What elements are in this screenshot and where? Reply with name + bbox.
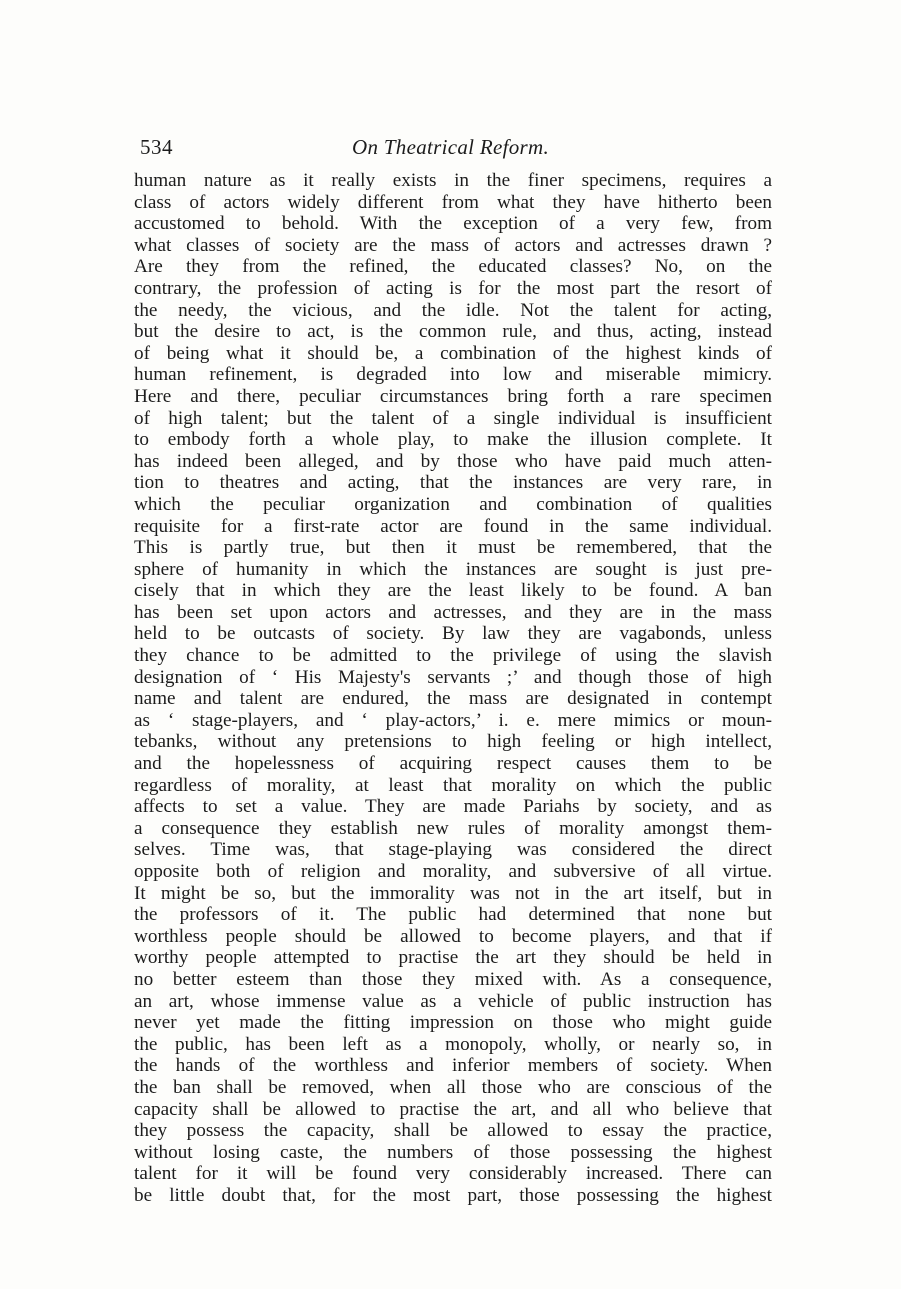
- text-line: Here and there, peculiar circumstances bring forth a rare specimen: [134, 385, 772, 407]
- text-line: worthy people attempted to practise the art they should be held in: [134, 947, 772, 969]
- text-line: name and talent are endured, the mass are designated in contempt: [134, 688, 772, 710]
- text-line: the hands of the worthless and inferior members of society. When: [134, 1055, 772, 1077]
- text-line: opposite both of religion and morality, and subversive of all virtue.: [134, 861, 772, 882]
- text-line: of being what it should be, a combination of the highest kinds of: [134, 342, 772, 364]
- text-line: tebanks, without any pretensions to high feeling or high intellect,: [134, 731, 772, 753]
- text-line: requisite for a first-rate actor are found in the same individual.: [134, 515, 772, 537]
- text-line: Are they from the refined, the educated classes? No, on the: [134, 256, 772, 278]
- text-line: designation of ‘ His Majesty's servants ;’ and though those of high: [134, 666, 772, 688]
- text-line: worthless people should be allowed to become players, and that if: [134, 925, 772, 947]
- text-line: has indeed been alleged, and by those who have paid much atten-: [134, 450, 772, 472]
- text-line: never yet made the fitting impression on those who might guide: [134, 1012, 772, 1034]
- body-text: [134, 170, 772, 1207]
- text-line: the needy, the vicious, and the idle. Not the talent for acting,: [134, 299, 772, 321]
- page-number: 534: [140, 135, 173, 159]
- text-line: no better esteem than those they mixed with. As a consequence,: [134, 968, 772, 990]
- text-line: which the peculiar organization and combination of qualities: [134, 493, 772, 515]
- text-line: It might be so, but the immorality was not in the art itself, but in: [134, 882, 772, 904]
- text-line: selves. Time was, that stage-playing was considered the direct: [134, 839, 772, 861]
- text-line: This is partly true, but then it must be remembered, that the: [134, 537, 772, 559]
- text-line: be little doubt that, for the most part, those possessing the highest: [134, 1184, 772, 1206]
- text-line: has been set upon actors and actresses, and they are in the mass: [134, 601, 772, 623]
- text-line: affects to set a value. They are made Pariahs by society, and as: [134, 796, 772, 818]
- text-line: held to be outcasts of society. By law they are vagabonds, unless: [134, 623, 772, 645]
- text-line: the public, has been left as a monopoly, wholly, or nearly so, in: [134, 1033, 772, 1055]
- text-line: and the hopelessness of acquiring respect causes them to be: [134, 753, 772, 775]
- text-line: the professors of it. The public had determined that none but: [134, 904, 772, 926]
- text-line: sphere of humanity in which the instances are sought is just pre-: [134, 558, 772, 580]
- page-title: On Theatrical Reform.: [352, 135, 550, 159]
- text-line: without losing caste, the numbers of those possessing the highest: [134, 1141, 772, 1163]
- text-line: of high talent; but the talent of a single individual is insufficient: [134, 407, 772, 429]
- text-line: to embody forth a whole play, to make the illusion complete. It: [134, 429, 772, 451]
- text-line: as ‘ stage-players, and ‘ play-actors,’ i. e. mere mimics or moun-: [134, 709, 772, 731]
- text-line: the ban shall be removed, when all those who are conscious of the: [134, 1076, 772, 1098]
- text-line: class of actors widely different from what they have hitherto been: [134, 191, 772, 213]
- text-line: human nature as it really exists in the finer specimens, requires a: [134, 170, 772, 191]
- text-line: regardless of morality, at least that morality on which the public: [134, 774, 772, 796]
- text-line: a consequence they establish new rules of morality amongst them-: [134, 817, 772, 839]
- running-head: [140, 132, 780, 162]
- text-line: tion to theatres and acting, that the instances are very rare, in: [134, 472, 772, 494]
- text-line: talent for it will be found very considerably increased. There can: [134, 1163, 772, 1185]
- text-line: what classes of society are the mass of actors and actresses drawn ?: [134, 234, 772, 256]
- text-line: accustomed to behold. With the exception of a very few, from: [134, 213, 772, 235]
- text-line: they chance to be admitted to the privilege of using the slavish: [134, 645, 772, 667]
- text-line: contrary, the profession of acting is for the most part the resort of: [134, 277, 772, 299]
- text-line: human refinement, is degraded into low and miserable mimicry.: [134, 364, 772, 386]
- text-line: cisely that in which they are the least likely to be found. A ban: [134, 580, 772, 602]
- text-line: they possess the capacity, shall be allowed to essay the practice,: [134, 1120, 772, 1142]
- text-line: an art, whose immense value as a vehicle of public instruction has: [134, 990, 772, 1012]
- text-line: but the desire to act, is the common rule, and thus, acting, instead: [134, 321, 772, 343]
- text-line: capacity shall be allowed to practise the art, and all who believe that: [134, 1098, 772, 1120]
